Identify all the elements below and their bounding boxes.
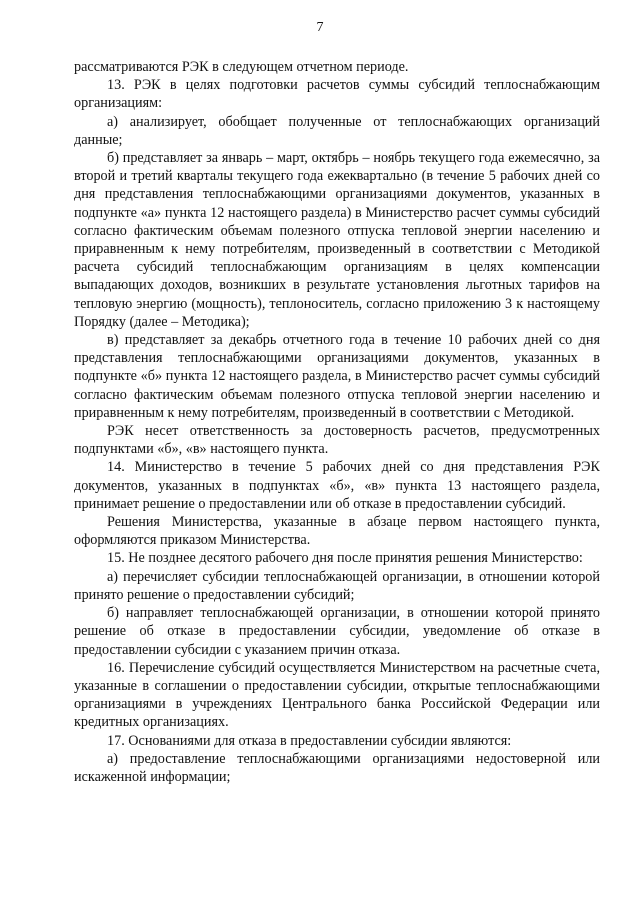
paragraph-item-13: 13. РЭК в целях подготовки расчетов суммы субсидий теплоснабжающим организациям:	[74, 77, 600, 112]
paragraph-rek-responsibility: РЭК несет ответственность за достоверность расчетов, предусмотренных подпунктами «б», «в» настоящего пункта.	[74, 423, 600, 458]
paragraph-continuation: рассматриваются РЭК в следующем отчетном периоде.	[74, 59, 409, 75]
paragraph-15-b: б) направляет теплоснабжающей организации, в отношении которой принято решение об отказе в предоставлении субсидии, уведомление об отказе в предоставлении субсидии с указанием причин отказа.	[74, 605, 600, 658]
paragraph-13-b: б) представляет за январь – март, октябрь – ноябрь текущего года ежемесячно, за второй и третий кварталы текущего года ежеквартально (в течение 5 рабочих дней со дня представления теплоснабжающими организациями документов, указанных в подпункте «а» пункта 12 настоящего раздела) в Министерство расчет суммы субсидий согласно фактическим объемам полезного отпуска тепловой энергии населению и приравненным к нему потребителям, произведенный в соответствии с Методикой расчета субсидий теплоснабжающим организациям в целях компенсации выпадающих доходов, возникших в результате установления льготных тарифов на тепловую энергию (мощность), теплоноситель, согласно приложению 3 к настоящему Порядку (далее – Методика);	[74, 150, 600, 330]
paragraph-item-16: 16. Перечисление субсидий осуществляется Министерством на расчетные счета, указанные в соглашении о предоставлении субсидии, открытые теплоснабжающими организациями в учреждениях Центрального банка Российской Федерации или кредитных организациях.	[74, 659, 600, 731]
page-number: 7	[316, 20, 324, 35]
paragraph-13-v: в) представляет за декабрь отчетного года в течение 10 рабочих дней со дня представления теплоснабжающими организациями документов, указанных в подпункте «б» пункта 12 настоящего раздела, в Министерство расчет суммы субсидий согласно фактическим объемам полезного отпуска тепловой энергии населению и приравненным к нему потребителям, произведенный в соответствии с Методикой.	[74, 332, 600, 421]
paragraph-15-a: а) перечисляет субсидии теплоснабжающей организации, в отношении которой принято решение о предоставлении субсидий;	[74, 568, 600, 603]
paragraph-item-15: 15. Не позднее десятого рабочего дня после принятия решения Министерство:	[107, 550, 583, 567]
paragraph-item-17: 17. Основаниями для отказа в предоставлении субсидии являются:	[107, 732, 512, 749]
paragraph-item-14: 14. Министерство в течение 5 рабочих дней со дня представления РЭК документов, указанных в подпунктах «б», «в» пункта 13 настоящего раздела, принимает решение о предоставлении или об отказе в предоставлении субсидий.	[74, 459, 600, 512]
document-body	[74, 58, 600, 786]
paragraph-ministry-decisions: Решения Министерства, указанные в абзаце первом настоящего пункта, оформляются приказом Министерства.	[74, 514, 600, 549]
paragraph-17-a: а) предоставление теплоснабжающими организациями недостоверной или искаженной информации;	[74, 750, 600, 785]
paragraph-13-a: а) анализирует, обобщает полученные от теплоснабжающих организаций данные;	[74, 113, 600, 148]
